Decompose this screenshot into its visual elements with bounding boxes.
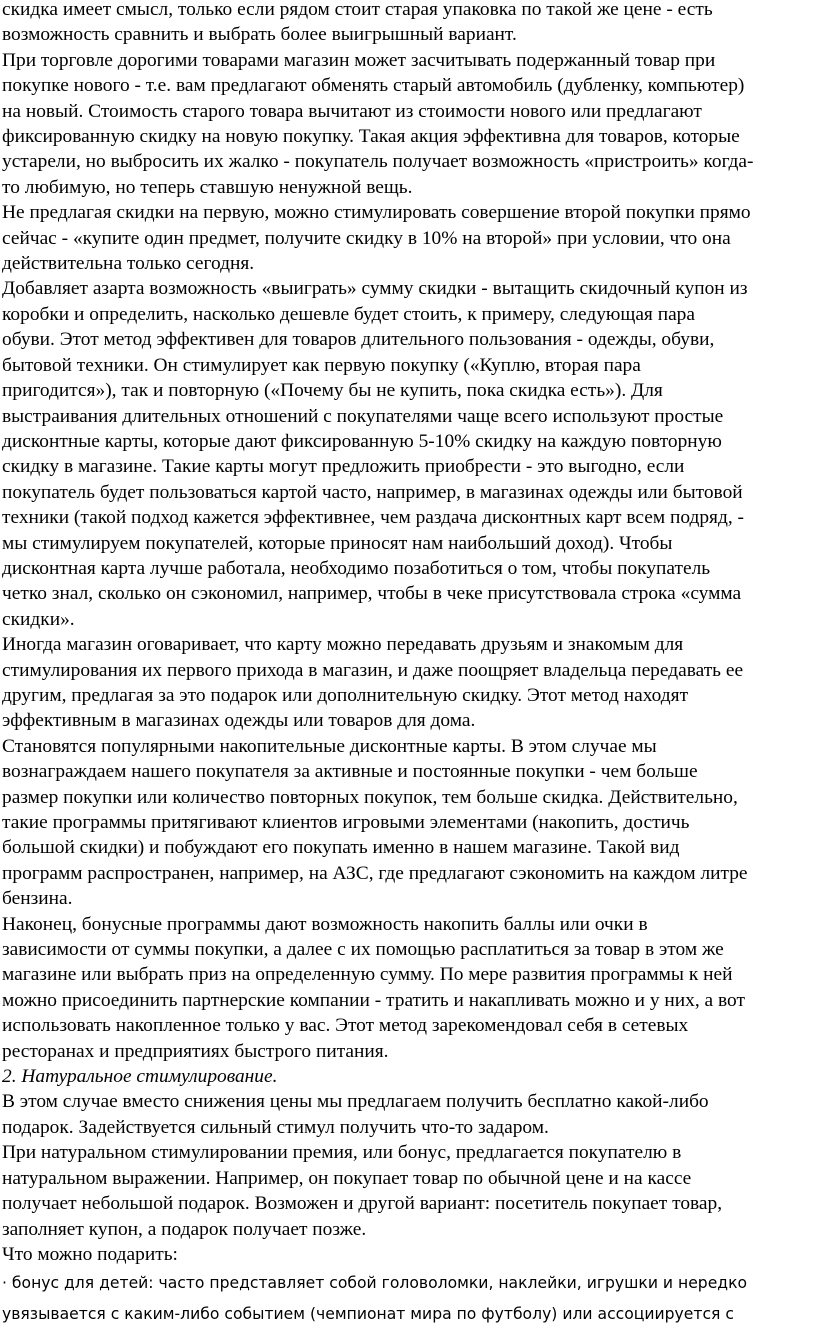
text-line: заполняет купон, а подарок получает позже. <box>2 1218 367 1240</box>
text-line: действительна только сегодня. <box>2 253 255 275</box>
text-line: можно присоединить партнерские компании - тратить и накапливать можно и у них, а вот <box>2 989 745 1011</box>
text-line: устарели, но выбросить их жалко - покупатель получает возможность «пристроить» когда- <box>2 151 754 173</box>
bullet-list <box>2 1268 810 1330</box>
text-line: большой скидки) и побуждают его покупать именно в нашем магазине. Такой вид <box>2 837 680 859</box>
text-line: ресторанах и предприятиях быстрого питания. <box>2 1040 389 1062</box>
text-line: мы стимулируем покупателей, которые приносят нам наибольший доход). Чтобы <box>2 532 673 554</box>
text-line: другим, предлагая за это подарок или дополнительную скидку. Этот метод находят <box>2 684 689 706</box>
text-line: возможность сравнить и выбрать более выигрышный вариант. <box>2 24 517 46</box>
text-line: магазине или выбрать приз на определенную сумму. По мере развития программы к ней <box>2 964 733 986</box>
text-line: зависимости от суммы покупки, а далее с их помощью расплатиться за товар в этом же <box>2 939 724 961</box>
text-line: При торговле дорогими товарами магазин может засчитывать подержанный товар при <box>2 49 716 71</box>
text-line: такие программы притягивают клиентов игровыми элементами (накопить, достичь <box>2 812 690 833</box>
text-line: В этом случае вместо снижения цены мы предлагаем получить бесплатно какой-либо <box>2 1091 709 1113</box>
section-heading: 2. Натуральное стимулирование. <box>2 1066 278 1088</box>
text-line: Добавляет азарта возможность «выиграть» сумму скидки - вытащить скидочный купон из <box>2 278 748 300</box>
text-line: эффективным в магазинах одежды или товаров для дома. <box>2 710 476 732</box>
text-line: скидка имеет смысл, только если рядом стоит старая упаковка по такой же цене - есть <box>2 0 713 20</box>
text-line: вознаграждаем нашего покупателя за активные и постоянные покупки - чем больше <box>2 761 698 783</box>
text-line: покупке нового - т.е. вам предлагают обменять старый автомобиль (дубленку, компьютер) <box>2 75 745 97</box>
text-line: программ распространен, например, на АЗС, где предлагают сэкономить на каждом литре <box>2 862 748 884</box>
document-body <box>2 0 810 1267</box>
bullet-line: увязывается с каким-либо событием (чемпионат мира по футболу) или ассоциируется с <box>2 1305 734 1324</box>
text-line: Становятся популярными накопительные дисконтные карты. В этом случае мы <box>2 735 657 757</box>
text-line: дисконтные карты, которые дают фиксированную 5-10% скидку на каждую повторную <box>2 430 722 452</box>
text-line: натуральном выражении. Например, он покупает товар по обычной цене и на кассе <box>2 1167 692 1189</box>
text-line: выстраивания длительных отношений с покупателями чаще всего используют простые <box>2 405 724 427</box>
text-line: стимулирования их первого прихода в магазин, и даже поощряет владельца передавать ее <box>2 659 744 681</box>
text-line: дисконтная карта лучше работала, необходимо позаботиться о том, чтобы покупатель <box>2 557 711 579</box>
text-line: техники (такой подход кажется эффективнее, чем раздача дисконтных карт всем подряд, - <box>2 507 744 529</box>
text-line: то любимую, но теперь ставшую ненужной вещь. <box>2 176 413 198</box>
text-line: При натуральном стимулировании премия, или бонус, предлагается покупателю в <box>2 1142 682 1164</box>
text-line: фиксированную скидку на новую покупку. Такая акция эффективна для товаров, которые <box>2 126 740 148</box>
text-line: четко знал, сколько он сэкономил, например, чтобы в чеке присутствовала строка «сумма <box>2 583 742 605</box>
text-line: Что можно подарить: <box>2 1243 178 1265</box>
text-line: скидки». <box>2 608 75 630</box>
text-line: покупатель будет пользоваться картой часто, например, в магазинах одежды или бытовой <box>2 481 743 503</box>
text-line: сейчас - «купите один предмет, получите скидку в 10% на второй» при условии, что она <box>2 227 731 249</box>
bullet-line: · бонус для детей: часто представляет собой головоломки, наклейки, игрушки и нередко <box>2 1274 748 1293</box>
text-line: скидку в магазине. Такие карты могут предложить приобрести - это выгодно, если <box>2 456 685 478</box>
text-line: использовать накопленное только у вас. Этот метод зарекомендовал себя в сетевых <box>2 1015 689 1037</box>
text-line: Иногда магазин оговаривает, что карту можно передавать друзьям и знакомым для <box>2 634 684 656</box>
text-line: бензина. <box>2 888 73 910</box>
text-line: получает небольшой подарок. Возможен и другой вариант: посетитель покупает товар, <box>2 1193 723 1215</box>
text-line: Наконец, бонусные программы дают возможность накопить баллы или очки в <box>2 913 648 935</box>
text-line: обуви. Этот метод эффективен для товаров длительного пользования - одежды, обуви, <box>2 329 715 351</box>
text-line: на новый. Стоимость старого товара вычитают из стоимости нового или предлагают <box>2 100 702 122</box>
text-line: коробки и определить, насколько дешевле будет стоить, к примеру, следующая пара <box>2 303 695 325</box>
text-line: бытовой техники. Он стимулирует как первую покупку («Куплю, вторая пара <box>2 354 641 376</box>
text-line: подарок. Задействуется сильный стимул получить что-то задаром. <box>2 1116 549 1138</box>
text-line: пригодится»), так и повторную («Почему бы не купить, пока скидка есть»). Для <box>2 380 663 402</box>
text-line: Не предлагая скидки на первую, можно стимулировать совершение второй покупки прямо <box>2 202 751 224</box>
text-line: размер покупки или количество повторных покупок, тем больше скидка. Действительно, <box>2 786 738 808</box>
